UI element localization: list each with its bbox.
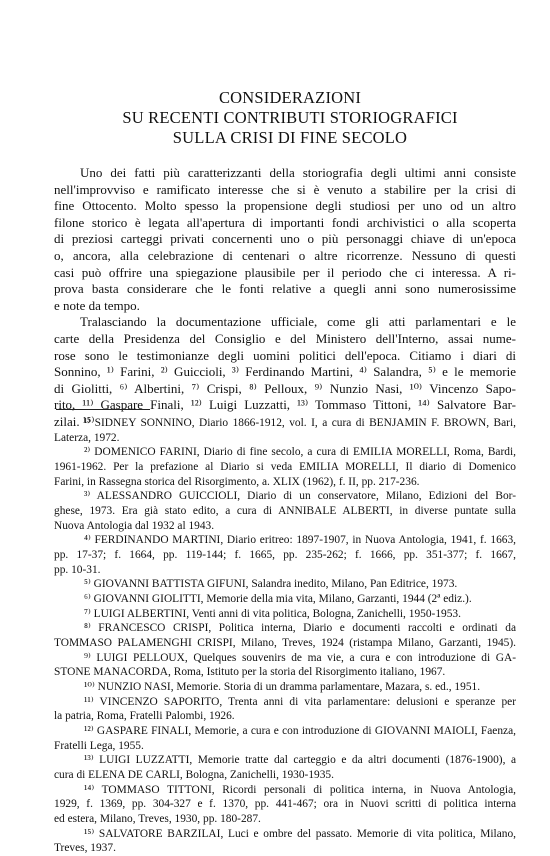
body-line: filone storico è legata all'apertura di importanti fondi archivistici o alla scoperta — [54, 214, 516, 230]
body-text — [54, 165, 516, 431]
body-line: casi può offrire una spiegazione plausibile per il periodo che ci interessa. A ri- — [54, 264, 516, 280]
footnote-line: ⁸⁾ FRANCESCO CRISPI, Politica interna, Diario e documenti raccolti e ordinati da — [84, 622, 516, 635]
body-line: prova basta considerare che le fonti relative a quegli anni sono numerosissime — [54, 281, 516, 297]
footnote-line: ⁷⁾ LUIGI ALBERTINI, Venti anni di vita politica, Bologna, Zanichelli, 1950-1953. — [84, 607, 461, 620]
footnote-line: Nuova Antologia dal 1932 al 1943. — [54, 519, 215, 532]
title-line: CONSIDERAZIONI — [218, 88, 362, 107]
footnote-line: pp. 17-37; f. 1664, pp. 119-144; f. 1665, pp. 235-262; f. 1666, pp. 351-377; f. 1667, — [54, 549, 516, 562]
footnote-line: ¹³⁾ LUIGI LUZZATTI, Memorie tratte dal carteggio e da altri documenti (1876-1900), a — [84, 754, 516, 767]
footnote-line: ¹⁴⁾ TOMMASO TITTONI, Ricordi personali di politica interna, in Nuova Antologia, — [84, 783, 516, 796]
title-line: SU RECENTI CONTRIBUTI STORIOGRAFICI — [122, 108, 458, 127]
body-line: zilai. ¹⁵⁾ — [54, 413, 95, 429]
body-line: di Giolitti, ⁶⁾ Albertini, ⁷⁾ Crispi, ⁸⁾ Pelloux, ⁹⁾ Nunzio Nasi, ¹⁰⁾ Vincenzo Sapo- — [54, 380, 516, 396]
footnote-line: ghese, 1973. Era già stato edito, a cura di ANNIBALE ALBERTI, in diverse puntate sulla — [54, 505, 516, 518]
footnote-line: Farini, in Rassegna storica del Risorgimento, a. XLIX (1962), f. II, pp. 217-236. — [54, 475, 420, 488]
body-line: Sonnino, ¹⁾ Farini, ²⁾ Guiccioli, ³⁾ Ferdinando Martini, ⁴⁾ Salandra, ⁵⁾ e le memorie — [54, 364, 516, 380]
footnote-line: ¹⁰⁾ NUNZIO NASI, Memorie. Storia di un dramma parlamentare, Mazara, s. ed., 1951. — [84, 681, 481, 694]
footnote-line: ³⁾ ALESSANDRO GUICCIOLI, Diario di un conservatore, Milano, Edizioni del Bor- — [84, 490, 516, 503]
title-line: SULLA CRISI DI FINE SECOLO — [172, 128, 408, 147]
footnote-line: ²⁾ DOMENICO FARINI, Diario di fine secolo, a cura di EMILIA MORELLI, Roma, Bardi, — [84, 446, 516, 459]
footnote-line: pp. 10-31. — [54, 563, 101, 576]
body-line: rito, ¹¹⁾ Gaspare Finali, ¹²⁾ Luigi Luzzatti, ¹³⁾ Tommaso Tittoni, ¹⁴⁾ Salvatore Bar- — [54, 397, 516, 413]
article-title — [60, 88, 520, 148]
body-line: rose sono le testimonianze degli uomini politici dell'epoca. Citiamo i diari di — [54, 347, 516, 363]
footnote-line: ⁵⁾ GIOVANNI BATTISTA GIFUNI, Salandra inedito, Milano, Pan Editrice, 1973. — [84, 578, 458, 591]
footnote-line: ¹⁵⁾ SALVATORE BARZILAI, Luci e ombre del passato. Memorie di vita politica, Milano, — [84, 827, 516, 840]
footnote-line: ¹⁾ SIDNEY SONNINO, Diario 1866-1912, vol. I, a cura di BENJAMIN F. BROWN, Bari, — [84, 417, 516, 429]
body-line: Tralasciando la documentazione ufficiale, come gli atti parlamentari e le — [80, 314, 516, 330]
footnote-divider — [56, 409, 150, 410]
footnote-line: STONE MANACORDA, Roma, Istituto per la storia del Risorgimento italiano, 1967. — [54, 666, 446, 679]
footnote-line: ⁶⁾ GIOVANNI GIOLITTI, Memorie della mia vita, Milano, Garzanti, 1944 (2ª ediz.). — [84, 593, 472, 606]
body-line: fine Ottocento. Molto spesso la propensione degli studiosi per uno od un altro — [54, 198, 516, 214]
footnotes — [54, 413, 516, 856]
footnote-line: ed estera, Milano, Treves, 1930, pp. 180-287. — [54, 813, 261, 826]
footnote-line: ¹¹⁾ VINCENZO SAPORITO, Trenta anni di vita parlamentare: delusioni e speranze per — [84, 695, 516, 708]
body-line: carte della Presidenza del Consiglio e del Ministero dell'Interno, assai nume- — [54, 330, 516, 346]
footnote-line: Fratelli Lega, 1955. — [54, 739, 144, 752]
body-line: di preziosi carteggi privati concernenti uno o più personaggi chiave di un'epoca — [54, 231, 516, 247]
footnote-line: TOMMASO PALAMENGHI CRISPI, Milano, Treves, 1924 (ristampa Milano, Garzanti, 1945). — [54, 637, 516, 650]
footnote-line: Treves, 1937. — [54, 842, 116, 855]
footnote-line: la patria, Roma, Fratelli Palombi, 1926. — [54, 710, 235, 723]
body-line: nell'improvviso e ramificato interesse che si è venuto a stabilire per la crisi di — [54, 181, 516, 197]
body-line: e note da tempo. — [54, 297, 140, 313]
footnote-line: 1929, f. 1369, pp. 304-327 e f. 1370, pp. 441-467; ora in Nuovi scritti di politica interna — [54, 798, 516, 811]
body-line: o, ancora, alla celebrazione di centenari o altre ricorrenze. Nessuno di questi — [54, 247, 516, 263]
footnote-line: Laterza, 1972. — [54, 431, 120, 444]
footnote-line: ⁹⁾ LUIGI PELLOUX, Quelques souvenirs de ma vie, a cura e con introduzione di GA- — [84, 651, 516, 664]
footnote-line: 1961-1962. Per la prefazione al Diario si veda EMILIA MORELLI, Il diario di Domenico — [54, 461, 516, 474]
footnote-line: cura di ELENA DE CARLI, Bologna, Zanichelli, 1930-1935. — [54, 769, 334, 782]
body-line: Uno dei fatti più caratterizzanti della storiografia degli ultimi anni consiste — [80, 165, 516, 180]
footnote-line: ¹²⁾ GASPARE FINALI, Memorie, a cura e con introduzione di GIOVANNI MAIOLI, Faenza, — [84, 725, 516, 738]
footnote-line: ⁴⁾ FERDINANDO MARTINI, Diario eritreo: 1897-1907, in Nuova Antologia, 1941, f. 1663, — [84, 534, 516, 547]
